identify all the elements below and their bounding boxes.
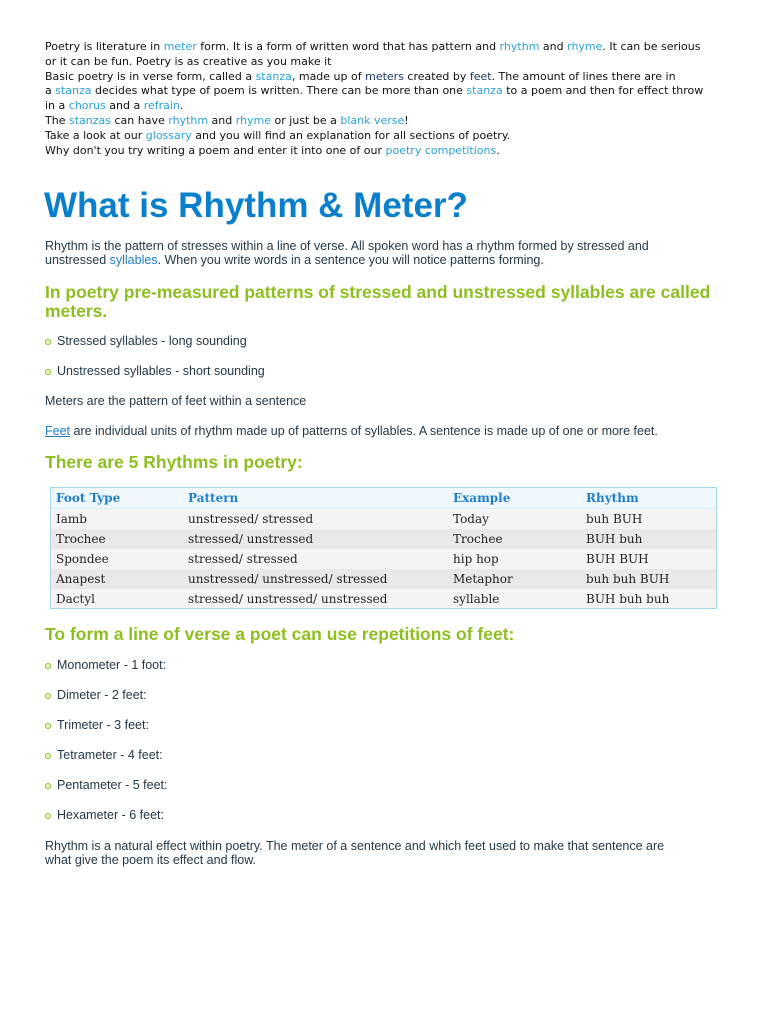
- glossary-link[interactable]: glossary: [145, 128, 192, 142]
- stanzas-link[interactable]: stanzas: [68, 113, 111, 127]
- rhythm-link[interactable]: rhythm: [168, 113, 209, 127]
- refrain-link[interactable]: refrain: [143, 99, 180, 113]
- stanza-link[interactable]: stanza: [55, 84, 92, 98]
- bullet-icon: [45, 369, 51, 375]
- column-header: Rhythm: [581, 488, 716, 509]
- intro-text: The: [45, 113, 69, 127]
- intro-text: and you will find an explanation for all sections of poetry.: [191, 128, 511, 142]
- table-cell: BUH buh buh: [586, 592, 670, 606]
- table-cell: Spondee: [56, 552, 109, 566]
- rhythm-paragraph: [45, 239, 725, 267]
- intro-text: .: [179, 99, 184, 113]
- paragraph-line: what give the poem its effect and flow.: [45, 853, 257, 867]
- bullet-item: [45, 778, 167, 792]
- rhythm-link[interactable]: rhythm: [499, 40, 540, 53]
- intro-text: Take a look at our: [45, 128, 146, 142]
- column-header: Pattern: [183, 488, 448, 509]
- intro-text: Basic poetry is in verse form, called a: [45, 69, 256, 83]
- paragraph-line: Rhythm is the pattern of stresses within a line of verse. All spoken word has a rhythm formed by stressed and: [45, 239, 649, 253]
- bullet-icon: [45, 783, 51, 789]
- table-cell: stressed/ unstressed/ unstressed: [188, 592, 388, 606]
- intro-line: [45, 99, 735, 114]
- bullet-text: Dimeter - 2 feet:: [57, 688, 147, 702]
- syllables-link[interactable]: syllables: [109, 253, 158, 267]
- bullet-text: Pentameter - 5 feet:: [57, 778, 168, 792]
- table-cell: Trochee: [51, 529, 183, 549]
- bullet-icon: [45, 753, 51, 759]
- table-cell: unstressed/ unstressed/ stressed: [183, 569, 448, 589]
- table-cell: stressed/ stressed: [188, 552, 298, 566]
- poetry-competitions-link[interactable]: poetry competitions: [385, 143, 497, 157]
- table-cell: Trochee: [448, 529, 581, 549]
- intro-text: . The amount of lines there are in: [491, 69, 676, 83]
- feet-term: feet: [469, 69, 492, 83]
- intro-text: .: [496, 143, 500, 157]
- table-cell: BUH BUH: [586, 552, 649, 566]
- table-cell: syllable: [453, 592, 500, 606]
- intro-text: form. It is a form of written word that has pattern and: [196, 40, 500, 53]
- table-cell: BUH buh: [581, 529, 716, 549]
- table-cell: Anapest: [51, 569, 183, 589]
- bullet-text: Hexameter - 6 feet:: [57, 808, 164, 822]
- table-cell: buh buh BUH: [581, 569, 716, 589]
- intro-text: a: [45, 84, 56, 98]
- intro-text: to a poem and then for effect throw: [502, 84, 704, 98]
- stanza-link[interactable]: stanza: [255, 69, 292, 83]
- bullet-item: [45, 688, 147, 702]
- bullet-icon: [45, 693, 51, 699]
- intro-text: can have: [110, 113, 169, 127]
- table-cell: Dactyl: [56, 592, 95, 606]
- intro-line: [45, 40, 735, 55]
- blank-verse-link[interactable]: blank verse: [340, 113, 405, 127]
- chorus-link[interactable]: chorus: [68, 99, 106, 113]
- bullet-text: Monometer - 1 foot:: [57, 658, 167, 672]
- intro-text: Why don't you try writing a poem and enter it into one of our: [45, 143, 386, 157]
- meter-link[interactable]: meter: [163, 40, 197, 53]
- paragraph-line: Rhythm is a natural effect within poetry. The meter of a sentence and which feet used to make that sentence are: [45, 839, 665, 853]
- feet-paragraph: [45, 424, 725, 438]
- meters-heading: In poetry pre-measured patterns of stressed and unstressed syllables are called meters.: [45, 282, 711, 321]
- table-cell: unstressed/ stressed: [188, 512, 314, 526]
- table-cell: Today: [453, 512, 489, 526]
- paragraph-text: . When you write words in a sentence you will notice patterns forming.: [157, 253, 544, 267]
- bullet-item: [45, 364, 265, 378]
- paragraph-line: [45, 253, 725, 267]
- rhythms-heading: There are 5 Rhythms in poetry:: [45, 452, 303, 472]
- intro-text: created by: [403, 69, 470, 83]
- intro-text: . It can be serious: [602, 40, 701, 53]
- column-header: Example: [448, 488, 581, 509]
- stanza-link[interactable]: stanza: [466, 84, 503, 98]
- rhythm-table: [50, 487, 717, 609]
- intro-text: and: [539, 40, 568, 53]
- table-cell: Metaphor: [448, 569, 581, 589]
- table-row: [51, 589, 716, 609]
- feet-repetition-heading: To form a line of verse a poet can use repetitions of feet:: [45, 624, 515, 644]
- bullet-text: Trimeter - 3 feet:: [57, 718, 149, 732]
- bullet-text: Unstressed syllables - short sounding: [57, 364, 265, 378]
- feet-link[interactable]: Feet: [45, 424, 71, 438]
- intro-line: [45, 114, 735, 129]
- page-title: What is Rhythm & Meter?: [44, 186, 468, 225]
- bullet-icon: [45, 813, 51, 819]
- intro-line: or it can be fun. Poetry is as creative as you make it: [45, 54, 332, 68]
- intro-text: Poetry is literature in: [45, 40, 164, 53]
- intro-text: !: [404, 113, 409, 127]
- table-cell: Iamb: [56, 512, 87, 526]
- bullet-icon: [45, 723, 51, 729]
- intro-line: [45, 144, 735, 159]
- table-row: [51, 549, 716, 569]
- intro-text: decides what type of poem is written. There can be more than one: [91, 84, 467, 98]
- intro-line: [45, 84, 735, 99]
- bullet-text: Tetrameter - 4 feet:: [57, 748, 163, 762]
- table-cell: buh BUH: [586, 512, 643, 526]
- table-row: [51, 529, 716, 549]
- bullet-item: [45, 808, 164, 822]
- table-cell: stressed/ unstressed: [183, 529, 448, 549]
- paragraph-text: unstressed: [45, 253, 110, 267]
- meters-term: meters: [365, 69, 404, 83]
- intro-text: or just be a: [271, 113, 341, 127]
- intro-line: [45, 70, 735, 85]
- rhyme-link[interactable]: rhyme: [235, 113, 272, 127]
- bullet-text: Stressed syllables - long sounding: [57, 334, 247, 348]
- intro-text: and: [208, 113, 236, 127]
- table-cell: hip hop: [453, 552, 499, 566]
- bullet-item: [45, 658, 166, 672]
- bullet-item: [45, 748, 163, 762]
- meters-text: Meters are the pattern of feet within a sentence: [45, 394, 307, 408]
- intro-paragraph: [45, 40, 735, 158]
- bullet-item: [45, 334, 247, 348]
- paragraph-text: are individual units of rhythm made up of patterns of syllables. A sentence is made up of one or more feet.: [70, 424, 658, 438]
- table-row: [51, 569, 716, 589]
- bullet-icon: [45, 339, 51, 345]
- intro-text: , made up of: [291, 69, 366, 83]
- table-header-row: [51, 488, 716, 509]
- bullet-item: [45, 718, 149, 732]
- intro-line: [45, 129, 735, 144]
- bullet-icon: [45, 663, 51, 669]
- rhyme-link[interactable]: rhyme: [567, 40, 603, 53]
- intro-text: in a: [45, 99, 69, 113]
- table-row: [51, 509, 716, 530]
- column-header: Foot Type: [51, 488, 183, 509]
- intro-text: and a: [105, 99, 144, 113]
- closing-paragraph: [45, 839, 725, 867]
